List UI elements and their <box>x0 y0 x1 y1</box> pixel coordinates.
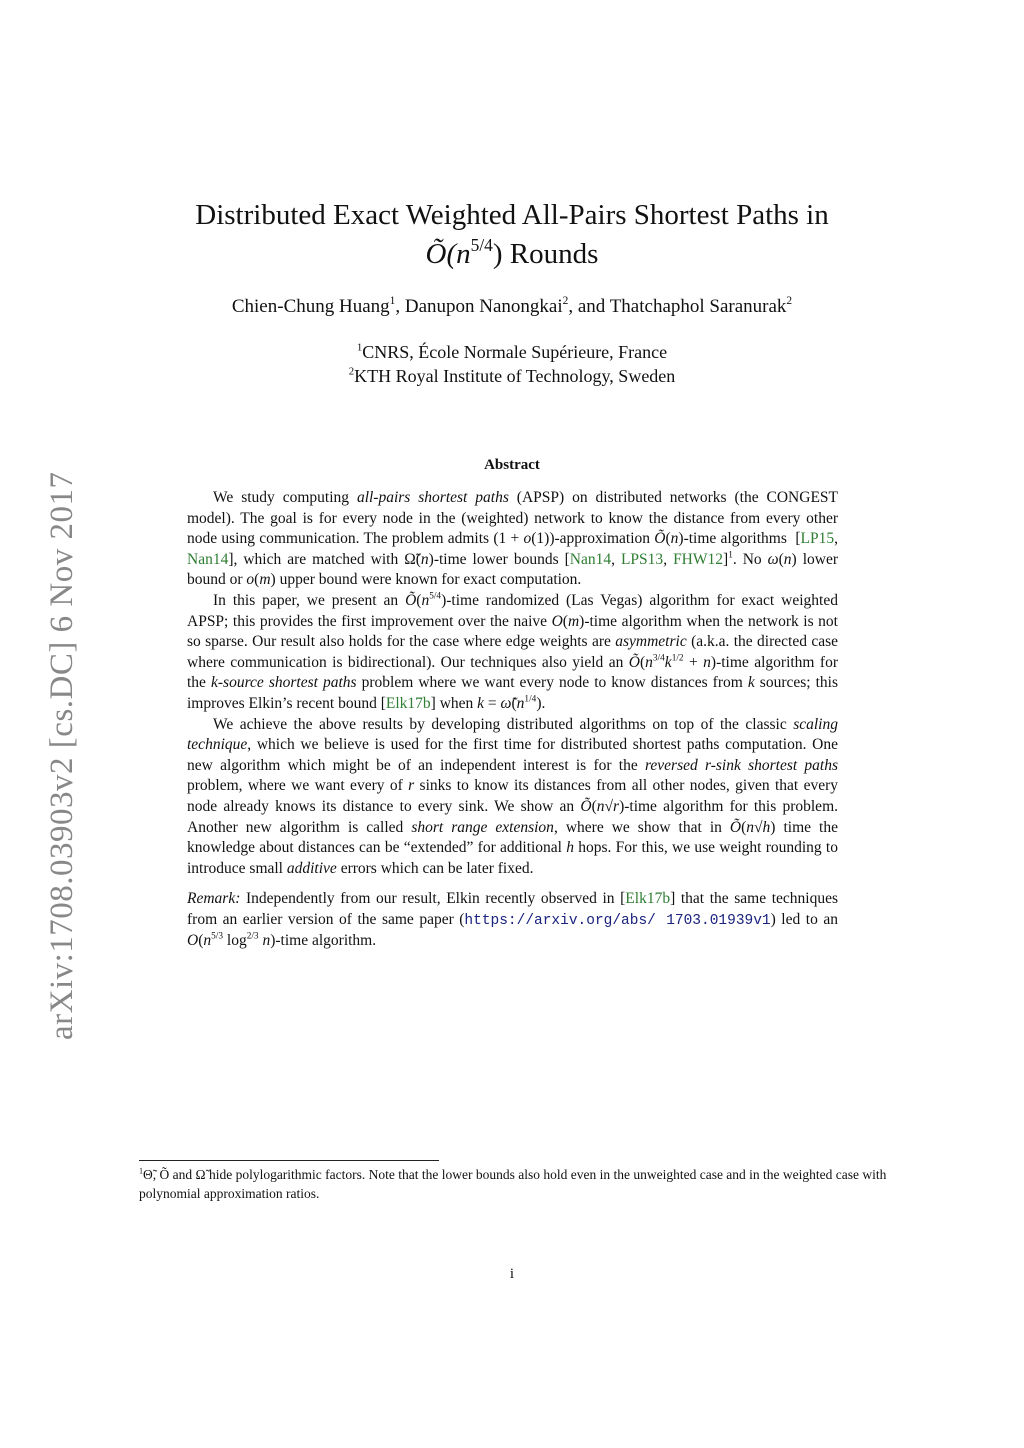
abstract-paragraph: We study computing all-pairs shortest paths (APSP) on distributed networks (the CONGEST model). The goal is for every node in the (weighted) network to know the distance from every other node using communication. The problem admits (1 + o(1))-approximation Õ(n)-time algorithms [LP15, Nan14], which are matched with Ω̃(n)-time lower bounds [Nan14, LPS13, FHW12]$^1$. No ω(n) lower bound or o(m) upper bound were known for exact computation. <box>187 489 839 589</box>
abstract-paragraph: In this paper, we present an $Õ(n^{5/4})$-time randomized (Las Vegas) algorithm for exact weighted APSP; this provides the first improvement over the naive O(m)-time algorithm when the network is not so sparse. Our result also holds for the case where edge weights are asymmetric (a.k.a. the directed case where communication is bidirectional). Our techniques also yield an $Õ(n^{3/4}k^{1/2}$ + n)-time algorithm for the k-source shortest paths problem where we want every node to know distances from k sources; this improves Elkin’s recent bound [Elk17b] when $k = \omegã(n^{1/4})$. <box>187 591 839 712</box>
citation-link[interactable]: Elk17b <box>385 694 431 712</box>
author-list: Chien-Chung Huang$^1$, Danupon Nanongkai$^2$, and Thatchaphol Saranurak$^2$ <box>231 295 793 317</box>
abstract-heading: Abstract <box>484 457 540 473</box>
arxiv-identifier: arXiv:1708.03903v2 [cs.DC] 6 Nov 2017 <box>44 471 80 1040</box>
citation-link[interactable]: Nan14 <box>187 550 229 568</box>
citation-link[interactable]: LPS13 <box>620 550 664 568</box>
abstract-body <box>187 488 838 952</box>
paper-title <box>150 196 874 274</box>
url-link[interactable]: https://arxiv.org/abs/ 1703.01939v1 <box>464 912 771 929</box>
author-name: Thatchaphol Saranurak <box>609 296 787 317</box>
arxiv-sidebar <box>0 200 80 1200</box>
citation-link[interactable]: Elk17b <box>625 890 671 908</box>
title-math: Õ(n <box>425 238 471 270</box>
footnote-marker: 1 <box>139 1166 144 1176</box>
footnote-mark[interactable]: 1 <box>728 550 733 561</box>
author-name: Chien-Chung Huang <box>231 296 390 317</box>
citation-link[interactable]: Nan14 <box>569 550 612 568</box>
citation-link[interactable]: LP15 <box>800 530 835 548</box>
footnote <box>139 1165 889 1203</box>
author-affil-mark: 2 <box>562 295 569 308</box>
affiliation-1: $^1$CNRS, École Normale Supérieure, France <box>356 341 668 362</box>
affiliation-2: $^2$KTH Royal Institute of Technology, Sweden <box>348 365 676 386</box>
title-line-2 <box>150 235 874 274</box>
author-affil-mark: 1 <box>389 295 396 308</box>
author-affil-mark: 2 <box>786 295 793 308</box>
footnote-text: Θ̃, Õ and Ω̃ hide polylogarithmic factors. Note that the lower bounds also hold even in the unweighted case and in the weighted case with polynomial approximation ratios. <box>139 1167 887 1201</box>
title-line-1: Distributed Exact Weighted All-Pairs Shortest Paths in <box>195 199 829 231</box>
footnote-rule <box>139 1160 439 1161</box>
title-exponent: 5/4 <box>470 234 493 255</box>
remark-paragraph: Remark: Independently from our result, Elkin recently observed in [Elk17b] that the same techniques from an earlier version of the same paper (https://arxiv.org/abs/ 1703.01939v1) led to an $O(n^{5/3}$ $\log^{2/3}$ n)-time algorithm. <box>187 890 838 950</box>
author-name: Danupon Nanongkai <box>404 296 563 317</box>
title-rest: ) Rounds <box>492 238 599 270</box>
affiliations <box>150 340 874 388</box>
citation-link[interactable]: FHW12 <box>673 550 724 568</box>
page-number: i <box>509 1266 515 1282</box>
abstract-paragraph: We achieve the above results by developing distributed algorithms on top of the classic scaling technique, which we believe is used for the first time for distributed shortest paths computation. One new algorithm which might be of an independent interest is for the reversed r-sink shortest paths problem, where we want every of r sinks to know its distances from all other nodes, given that every node already knows its distance to every sink. We show an Õ(n√r)-time algorithm for this problem. Another new algorithm is called short range extension, where we show that in Õ(n√h) time the knowledge about distances can be “extended” for additional h hops. For this, we use weight rounding to introduce small additive errors which can be later fixed. <box>187 715 838 877</box>
